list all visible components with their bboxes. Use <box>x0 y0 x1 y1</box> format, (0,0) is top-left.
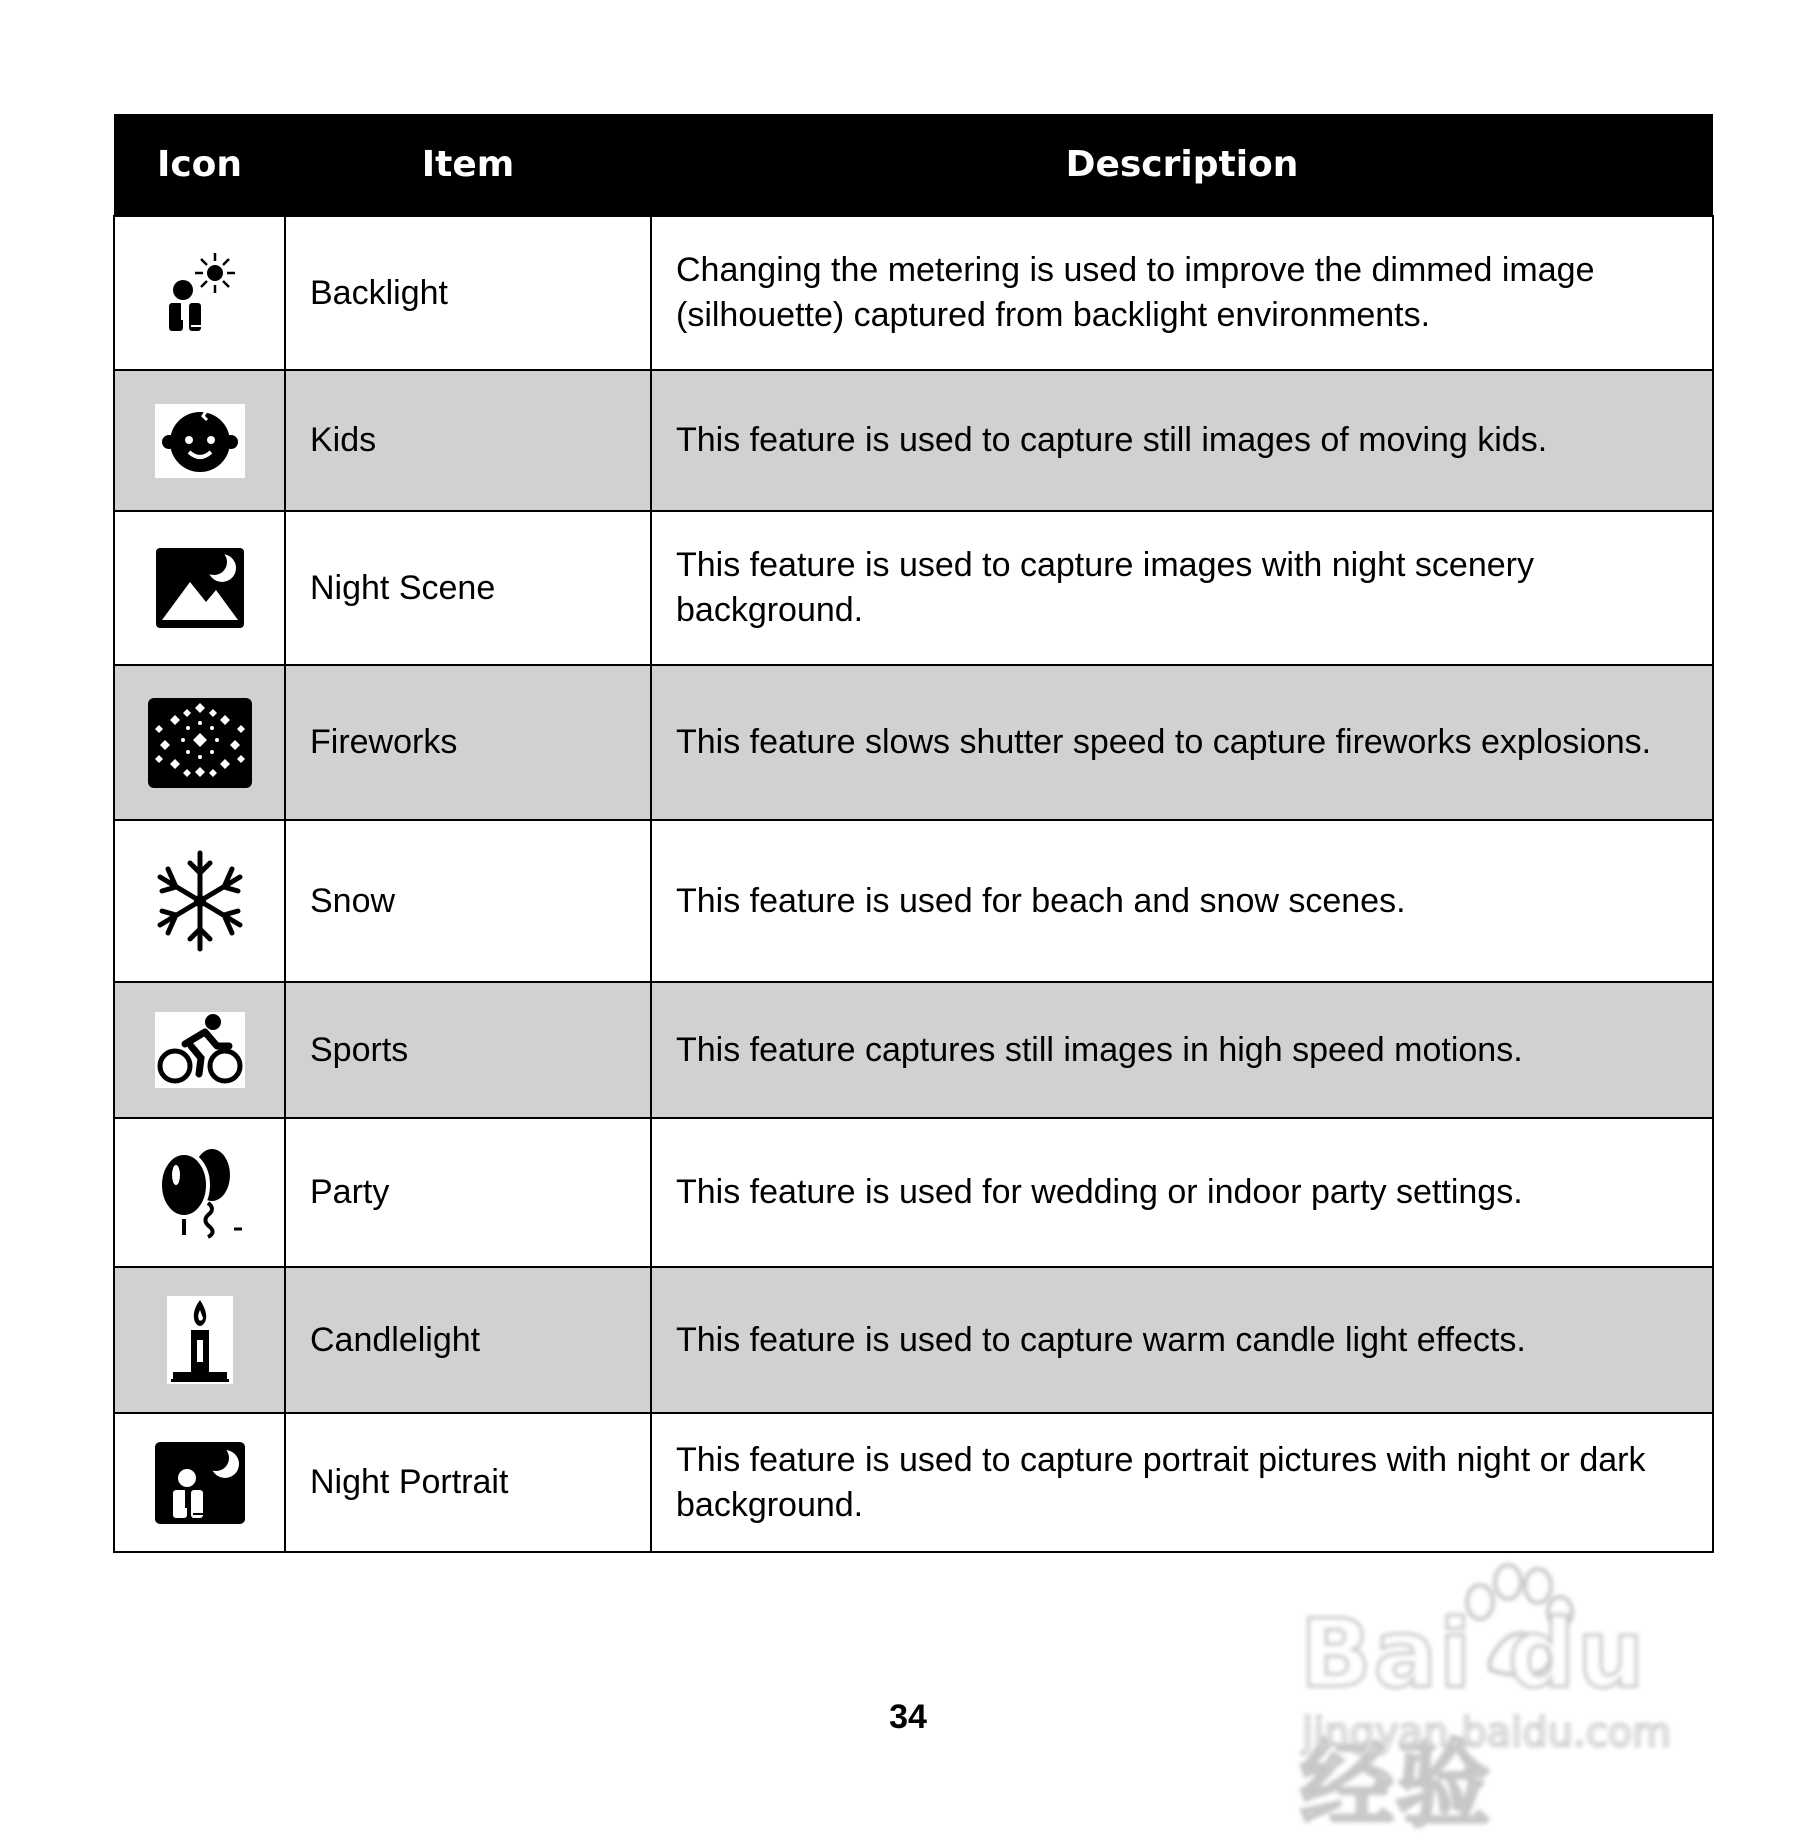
header-icon: Icon <box>114 114 285 216</box>
description-cell: This feature captures still images in high speed motions. <box>651 982 1713 1118</box>
description-cell: This feature is used for beach and snow scenes. <box>651 820 1713 982</box>
description-cell: This feature is used to capture images with night scenery background. <box>651 511 1713 665</box>
description-cell: Changing the metering is used to improve the dimmed image (silhouette) captured from backlight environments. <box>651 216 1713 370</box>
table-row <box>114 1267 1713 1413</box>
item-cell: Night Scene <box>285 511 651 665</box>
description-cell: This feature is used to capture still images of moving kids. <box>651 370 1713 511</box>
icon-cell <box>114 1118 285 1267</box>
table-row <box>114 820 1713 982</box>
snow-icon <box>152 849 248 953</box>
description-cell: This feature is used for wedding or indoor party settings. <box>651 1118 1713 1267</box>
scene-mode-table <box>113 114 1714 1553</box>
table-row <box>114 982 1713 1118</box>
watermark-brand: Bai du 经验 <box>1300 1600 1647 1840</box>
night-portrait-icon <box>155 1442 245 1524</box>
item-cell: Sports <box>285 982 651 1118</box>
item-cell: Candlelight <box>285 1267 651 1413</box>
table-header-row <box>114 114 1713 216</box>
description-cell: This feature slows shutter speed to capture fireworks explosions. <box>651 665 1713 820</box>
table-row <box>114 1118 1713 1267</box>
party-icon <box>150 1145 250 1241</box>
item-cell: Night Portrait <box>285 1413 651 1552</box>
description-cell: This feature is used to capture portrait pictures with night or dark background. <box>651 1413 1713 1552</box>
backlight-icon <box>155 248 245 338</box>
item-cell: Kids <box>285 370 651 511</box>
icon-cell <box>114 1267 285 1413</box>
item-cell: Backlight <box>285 216 651 370</box>
icon-cell <box>114 370 285 511</box>
item-cell: Snow <box>285 820 651 982</box>
table-row <box>114 216 1713 370</box>
watermark-url: jingyan.baidu.com <box>1302 1710 1672 1756</box>
table-row <box>114 511 1713 665</box>
table-row <box>114 370 1713 511</box>
night-scene-icon <box>154 546 246 630</box>
icon-cell <box>114 982 285 1118</box>
item-cell: Fireworks <box>285 665 651 820</box>
sports-icon <box>155 1012 245 1088</box>
table-row <box>114 665 1713 820</box>
icon-cell <box>114 216 285 370</box>
kids-icon <box>155 404 245 478</box>
icon-cell <box>114 1413 285 1552</box>
table-row <box>114 1413 1713 1552</box>
icon-cell <box>114 665 285 820</box>
icon-cell <box>114 820 285 982</box>
fireworks-icon <box>147 697 253 789</box>
candlelight-icon <box>167 1296 233 1384</box>
header-item: Item <box>285 114 651 216</box>
header-description: Description <box>651 114 1713 216</box>
icon-cell <box>114 511 285 665</box>
item-cell: Party <box>285 1118 651 1267</box>
description-cell: This feature is used to capture warm candle light effects. <box>651 1267 1713 1413</box>
page-number: 34 <box>889 1698 927 1736</box>
